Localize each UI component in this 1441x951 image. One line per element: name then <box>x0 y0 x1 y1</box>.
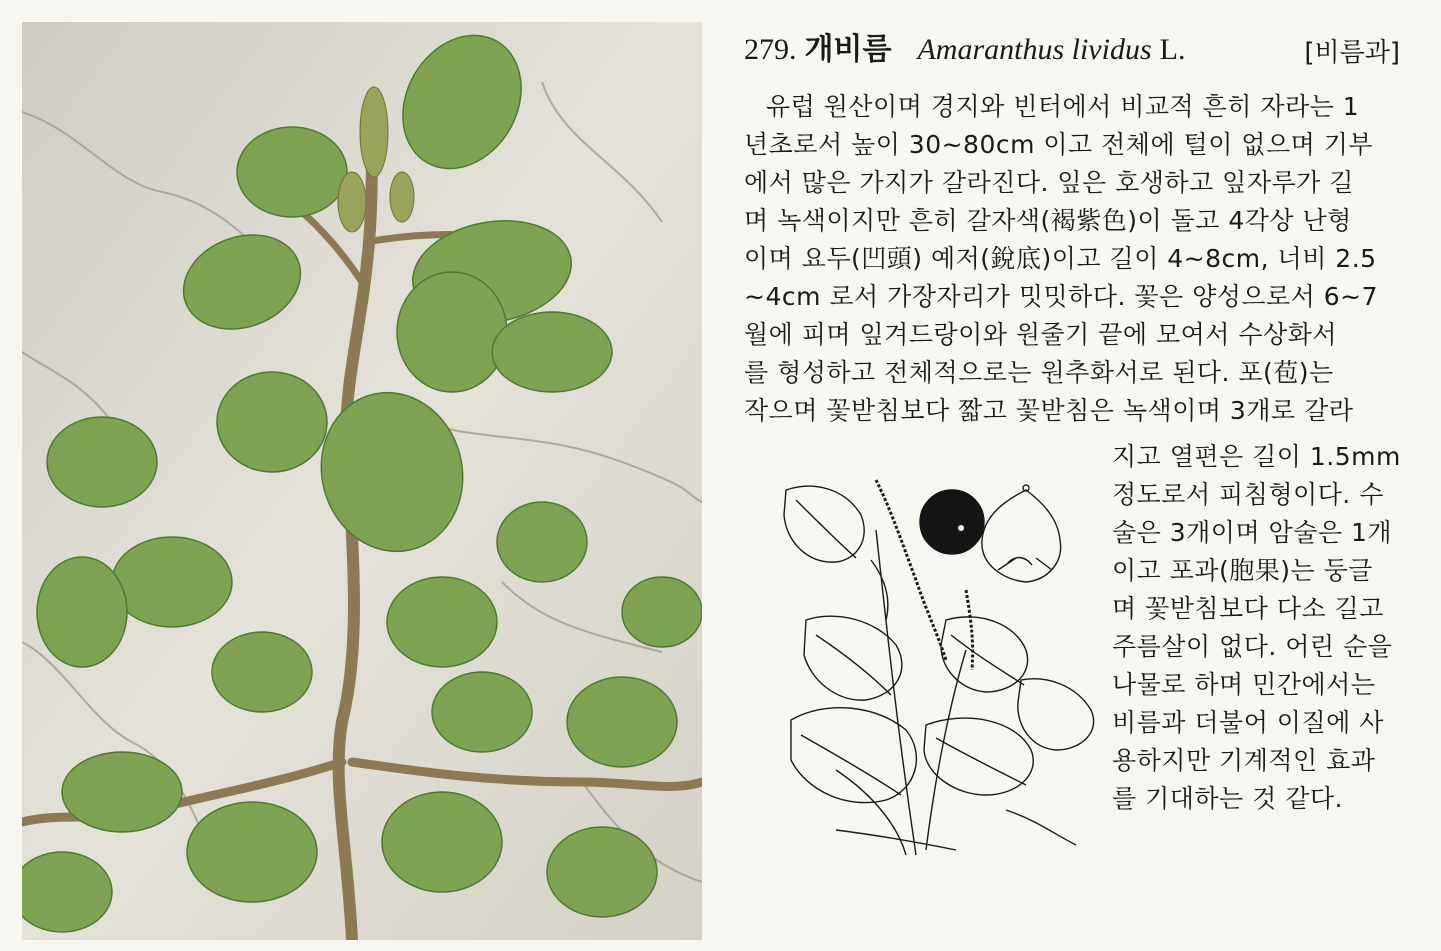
description-line: 지고 열편은 길이 1.5mm <box>1112 442 1401 471</box>
description-line: 비름과 더불어 이질에 사 <box>1112 708 1384 737</box>
scientific-name: Amaranthus lividus <box>917 33 1152 66</box>
description-line: 정도로서 피침형이다. 수 <box>1112 480 1384 509</box>
description-line: ~4cm 로서 가장자리가 밋밋하다. 꽃은 양성으로서 6~7 <box>744 282 1379 311</box>
description-line: 며 꽃받침보다 다소 길고 <box>1112 594 1384 623</box>
description-line: 년초로서 높이 30~80cm 이고 전체에 털이 없으며 기부 <box>744 130 1373 159</box>
family-name: [비름과] <box>1304 38 1400 68</box>
plant-photo <box>22 22 702 940</box>
author-abbrev: L. <box>1159 33 1186 66</box>
description-line: 에서 많은 가지가 갈라진다. 잎은 호생하고 잎자루가 길 <box>744 168 1354 197</box>
description-line: 이고 포과(胞果)는 둥글 <box>1112 556 1373 585</box>
description-line: 작으며 꽃받침보다 짧고 꽃받침은 녹색이며 3개로 갈라 <box>744 396 1354 425</box>
description-line: 를 형성하고 전체적으로는 원추화서로 된다. 포(苞)는 <box>744 358 1334 387</box>
description-line: 월에 피며 잎겨드랑이와 원줄기 끝에 모여서 수상화서 <box>744 320 1337 349</box>
description-line: 나물로 하며 민간에서는 <box>1112 670 1376 699</box>
description-line: 술은 3개이며 암술은 1개 <box>1112 518 1393 547</box>
plant-photo-drawing <box>22 22 702 940</box>
illustration-drawing <box>776 470 1106 860</box>
botanical-illustration <box>776 470 1106 860</box>
description-line: 주름살이 없다. 어린 순을 <box>1112 632 1393 661</box>
entry-title <box>744 24 1424 74</box>
korean-name: 개비름 <box>804 32 892 67</box>
entry-text <box>744 24 1424 74</box>
description-line: 용하지만 기계적인 효과 <box>1112 746 1376 775</box>
description-line: 며 녹색이지만 흔히 갈자색(褐紫色)이 돌고 4각상 난형 <box>744 206 1352 235</box>
description-line: 를 기대하는 것 같다. <box>1112 784 1343 813</box>
description-line: 이며 요두(凹頭) 예저(銳底)이고 길이 4~8cm, 너비 2.5 <box>744 244 1377 273</box>
description-line: 유럽 원산이며 경지와 빈터에서 비교적 흔히 자라는 1 <box>766 92 1360 121</box>
entry-number: 279. <box>744 33 797 66</box>
